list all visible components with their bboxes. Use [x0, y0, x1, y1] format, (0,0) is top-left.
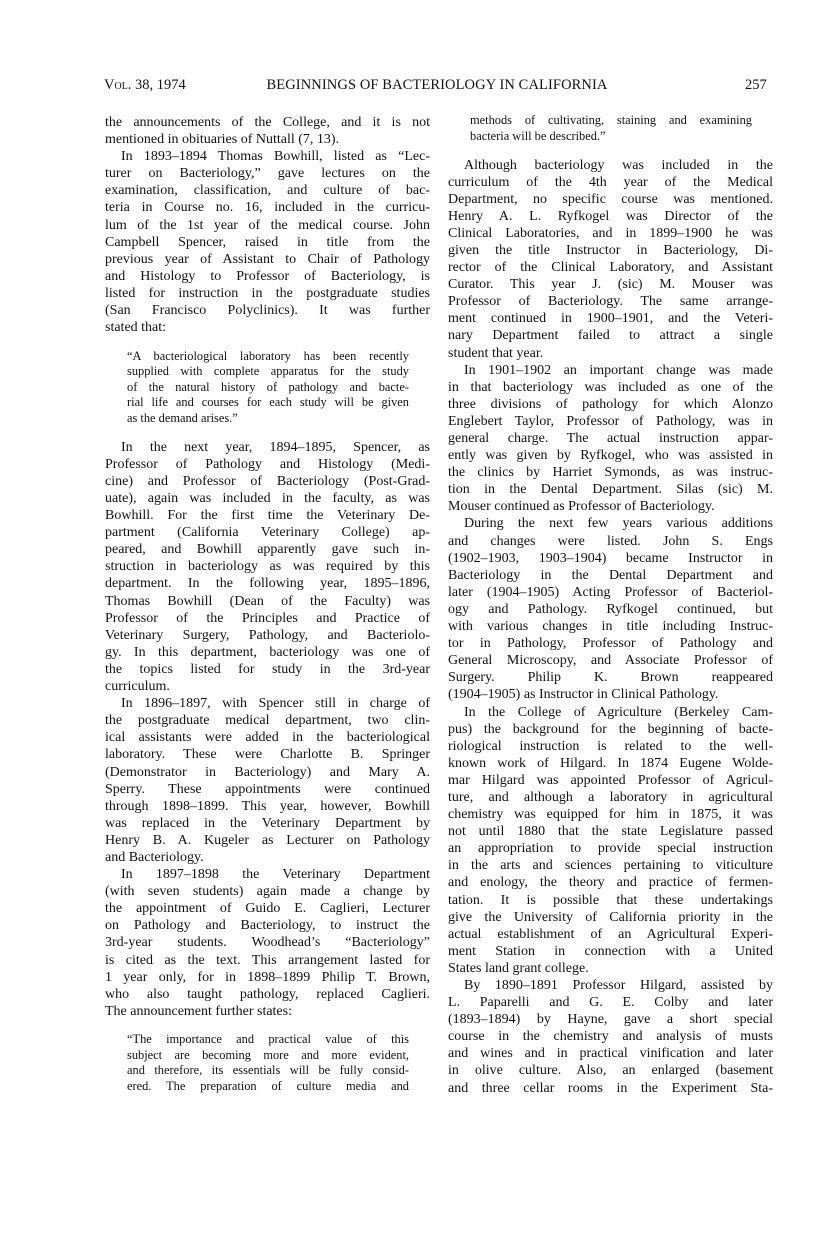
text-line: known work of Hilgard. In 1874 Eugene Wolde-: [448, 755, 773, 771]
text-line: In 1896–1897, with Spencer still in charge of: [121, 696, 430, 712]
text-line: in olive culture. Also, an enlarged (basement: [448, 1063, 773, 1079]
text-line: ered. The preparation of culture media and: [127, 1078, 409, 1093]
text-line: the topics listed for study in the 3rd-year: [105, 661, 430, 677]
text-line: ment continued in 1900–1901, and the Veteri-: [448, 311, 773, 327]
text-line: actual establishment of an Agricultural Experi-: [448, 926, 773, 942]
text-line: Curator. This year J. (sic) M. Mouser was: [448, 277, 773, 293]
paragraph: [448, 704, 773, 978]
text-line: and therefore, its essentials will be fully consid-: [127, 1063, 409, 1078]
text-line: In 1897–1898 the Veterinary Department: [121, 867, 430, 883]
text-line: tor in Pathology, Professor of Pathology and: [448, 636, 773, 652]
text-line: and Bacteriology.: [105, 849, 204, 865]
text-line: Sperry. These appointments were continued: [105, 781, 430, 797]
text-line: rial life and courses for each study will be given: [127, 395, 409, 410]
text-line: General Microscopy, and Associate Professor of: [448, 653, 773, 669]
text-line: an appropriation to provide special instruction: [448, 841, 773, 857]
text-line: the postgraduate medical department, two clin-: [105, 713, 430, 729]
text-line: Englebert Taylor, Professor of Pathology, was in: [448, 413, 773, 429]
text-line: Bowhill. For the first time the Veterinary De-: [105, 508, 430, 524]
text-line: tion in the Dental Department. Silas (sic) M.: [448, 482, 773, 498]
text-line: 3rd-year students. Woodhead’s “Bacteriology”: [105, 935, 430, 951]
text-line: Surgery. Philip K. Brown reappeared: [448, 670, 773, 686]
text-line: curriculum of the 4th year of the Medical: [448, 174, 773, 190]
text-line: ently was given by Ryfkogel, who was assisted in: [448, 448, 773, 464]
paragraph: [105, 439, 430, 695]
text-line: In 1893–1894 Thomas Bowhill, listed as “Lec-: [121, 149, 430, 165]
text-line: in that bacteriology was included as one of the: [448, 379, 773, 395]
text-line: (Demonstrator in Bacteriology) and Mary A.: [105, 764, 430, 780]
text-line: peared, and Bowhill apparently gave such in-: [105, 542, 430, 558]
text-line: and wines and in practical vinification and later: [448, 1046, 773, 1062]
text-line: During the next few years various additions: [464, 516, 773, 532]
text-line: the announcements of the College, and it is not: [105, 115, 430, 130]
text-line: laboratory. These were Charlotte B. Springer: [105, 747, 430, 763]
text-line: ical assistants were added in the bacteriological: [105, 730, 430, 746]
text-line: (1902–1903, 1903–1904) became Instructor in: [448, 550, 773, 566]
text-line: through 1898–1899. This year, however, Bowhill: [105, 798, 430, 814]
text-line: is cited as the text. This arrangement lasted for: [105, 952, 430, 968]
text-line: States land grant college.: [448, 960, 589, 976]
text-line: was replaced in the Veterinary Department by: [105, 815, 430, 831]
text-line: not until 1880 that the state Legislature passed: [448, 824, 773, 840]
text-line: the appointment of Guido E. Caglieri, Lecturer: [105, 901, 430, 917]
text-line: teria in Course no. 16, included in the curricu-: [105, 200, 430, 216]
text-line: Department, no specific course was mentioned.: [448, 191, 773, 207]
text-line: course in the chemistry and analysis of musts: [448, 1029, 773, 1045]
text-line: on Pathology and Bacteriology, to instruct the: [105, 918, 430, 934]
text-line: (with seven students) again made a change by: [105, 884, 430, 900]
text-line: “A bacteriological laboratory has been recently: [127, 348, 409, 363]
paragraph: [448, 515, 773, 703]
text-line: give the University of California priority in the: [448, 909, 773, 925]
paragraph: [105, 148, 430, 336]
block-quote: [470, 113, 752, 144]
text-line: who also taught pathology, replaced Caglieri.: [105, 986, 430, 1002]
text-line: In 1901–1902 an important change was made: [464, 362, 773, 378]
block-quote: [127, 349, 409, 427]
text-line: subject are becoming more and more evident,: [127, 1047, 409, 1062]
text-line: ogy and Pathology. Ryfkogel continued, but: [448, 601, 773, 617]
text-line: of the natural history of pathology and bacte-: [127, 379, 409, 394]
text-line: Veterinary Surgery, Pathology, and Bacteriolo-: [105, 627, 430, 643]
text-line: examination, classification, and culture of bac-: [105, 183, 430, 199]
text-line: general charge. The actual instruction appar-: [448, 431, 773, 446]
text-line: and Histology to Professor of Bacteriology, is: [105, 268, 430, 284]
text-line: chemistry was equipped for him in 1875, it was: [448, 807, 773, 823]
text-line: L. Paparelli and G. E. Colby and later: [448, 995, 773, 1011]
text-line: nary Department failed to attract a single: [448, 328, 773, 344]
text-line: bacteria will be described.”: [470, 128, 606, 143]
text-line: listed for instruction in the postgraduate studies: [105, 285, 430, 301]
paragraph: [105, 866, 430, 1020]
text-line: lum of the 1st year of the medical course. John: [105, 217, 430, 233]
text-line: (1893–1894) by Hayne, gave a short special: [448, 1012, 773, 1028]
text-line: student that year.: [448, 345, 544, 361]
text-line: three divisions of pathology for which Alonzo: [448, 396, 773, 412]
text-line: ture, and although a laboratory in agricultural: [448, 789, 773, 805]
running-header-title: BEGINNINGS OF BACTERIOLOGY IN CALIFORNIA: [266, 77, 608, 93]
text-line: Clinical Laboratories, and in 1899–1900 he was: [448, 225, 773, 241]
text-line: with various changes in title including Instruc-: [448, 619, 773, 635]
text-line: partment (California Veterinary College) ap-: [105, 525, 430, 541]
text-line: Professor of Bacteriology. The same arrange-: [448, 294, 773, 310]
right-column: [448, 113, 773, 1097]
text-line: Professor of Pathology and Histology (Medi-: [105, 456, 430, 472]
text-line: uate), again was included in the faculty, as was: [105, 491, 430, 506]
paragraph: [448, 157, 773, 362]
text-line: department. In the following year, 1895–1896,: [105, 576, 430, 592]
text-line: mar Hilgard was appointed Professor of Agricul-: [448, 772, 773, 788]
page-number: 257: [745, 77, 767, 93]
text-line: curriculum.: [105, 679, 170, 695]
text-line: as the demand arises.”: [127, 410, 238, 425]
text-line: the clinics by Harriet Symonds, as was instruc-: [448, 465, 773, 481]
text-line: ment Station in connection with a United: [448, 943, 773, 959]
text-line: Although bacteriology was included in the: [464, 157, 773, 173]
text-line: supplied with complete apparatus for the study: [127, 364, 409, 379]
paragraph: [105, 114, 430, 148]
text-line: stated that:: [105, 320, 167, 336]
text-line: (San Francisco Polyclinics). It was further: [105, 303, 430, 319]
text-line: and changes were listed. John S. Engs: [448, 533, 773, 549]
text-line: pus) the background for the beginning of bacte-: [448, 721, 773, 737]
text-line: Henry A. L. Ryfkogel was Director of the: [448, 208, 773, 224]
text-line: previous year of Assistant to Chair of Pathology: [105, 251, 430, 267]
text-line: turer on Bacteriology,” gave lectures on the: [105, 166, 430, 182]
text-line: and enology, the theory and practice of fermen-: [448, 875, 773, 891]
text-line: gy. In this department, bacteriology was one of: [105, 644, 430, 660]
text-line: In the College of Agriculture (Berkeley Cam-: [464, 704, 773, 720]
paragraph: [448, 977, 773, 1097]
text-line: riological instruction is related to the well-: [448, 738, 773, 754]
text-line: and three cellar rooms in the Experiment Sta-: [448, 1080, 773, 1096]
text-line: Bacteriology in the Dental Department and: [448, 567, 773, 583]
text-line: struction in bacteriology as was required by this: [105, 559, 430, 575]
text-line: By 1890–1891 Professor Hilgard, assisted by: [464, 978, 773, 993]
left-column: [105, 114, 430, 1107]
text-line: The announcement further states:: [105, 1003, 292, 1019]
text-line: Mouser continued as Professor of Bacteriology.: [448, 499, 715, 515]
text-line: In the next year, 1894–1895, Spencer, as: [121, 439, 430, 455]
text-line: tation. It is possible that these undertakings: [448, 892, 773, 908]
text-line: Thomas Bowhill (Dean of the Faculty) was: [105, 593, 430, 609]
text-line: mentioned in obituaries of Nuttall (7, 13).: [105, 132, 340, 148]
paragraph: [448, 362, 773, 516]
text-line: in the arts and sciences pertaining to viticulture: [448, 858, 773, 874]
block-quote: [127, 1032, 409, 1094]
text-line: rector of the Clinical Laboratory, and Assistant: [448, 260, 773, 276]
text-line: Campbell Spencer, raised in title from the: [105, 234, 430, 250]
text-line: later (1904–1905) Acting Professor of Bacteriol-: [448, 584, 773, 600]
text-line: methods of cultivating, staining and examining: [470, 113, 752, 127]
text-line: (1904–1905) as Instructor in Clinical Pathology.: [448, 687, 719, 703]
text-line: Henry B. A. Kugeler as Lecturer on Pathology: [105, 832, 430, 848]
text-line: “The importance and practical value of this: [127, 1032, 409, 1047]
text-line: 1 year only, for in 1898–1899 Philip T. Brown,: [105, 969, 430, 985]
paragraph: [105, 695, 430, 866]
running-header-volume: Vol. 38, 1974: [104, 77, 186, 93]
text-line: Professor of the Principles and Practice of: [105, 610, 430, 626]
text-line: cine) and Professor of Bacteriology (Post-Grad-: [105, 473, 430, 489]
text-line: given the title Instructor in Bacteriology, Di-: [448, 242, 773, 258]
